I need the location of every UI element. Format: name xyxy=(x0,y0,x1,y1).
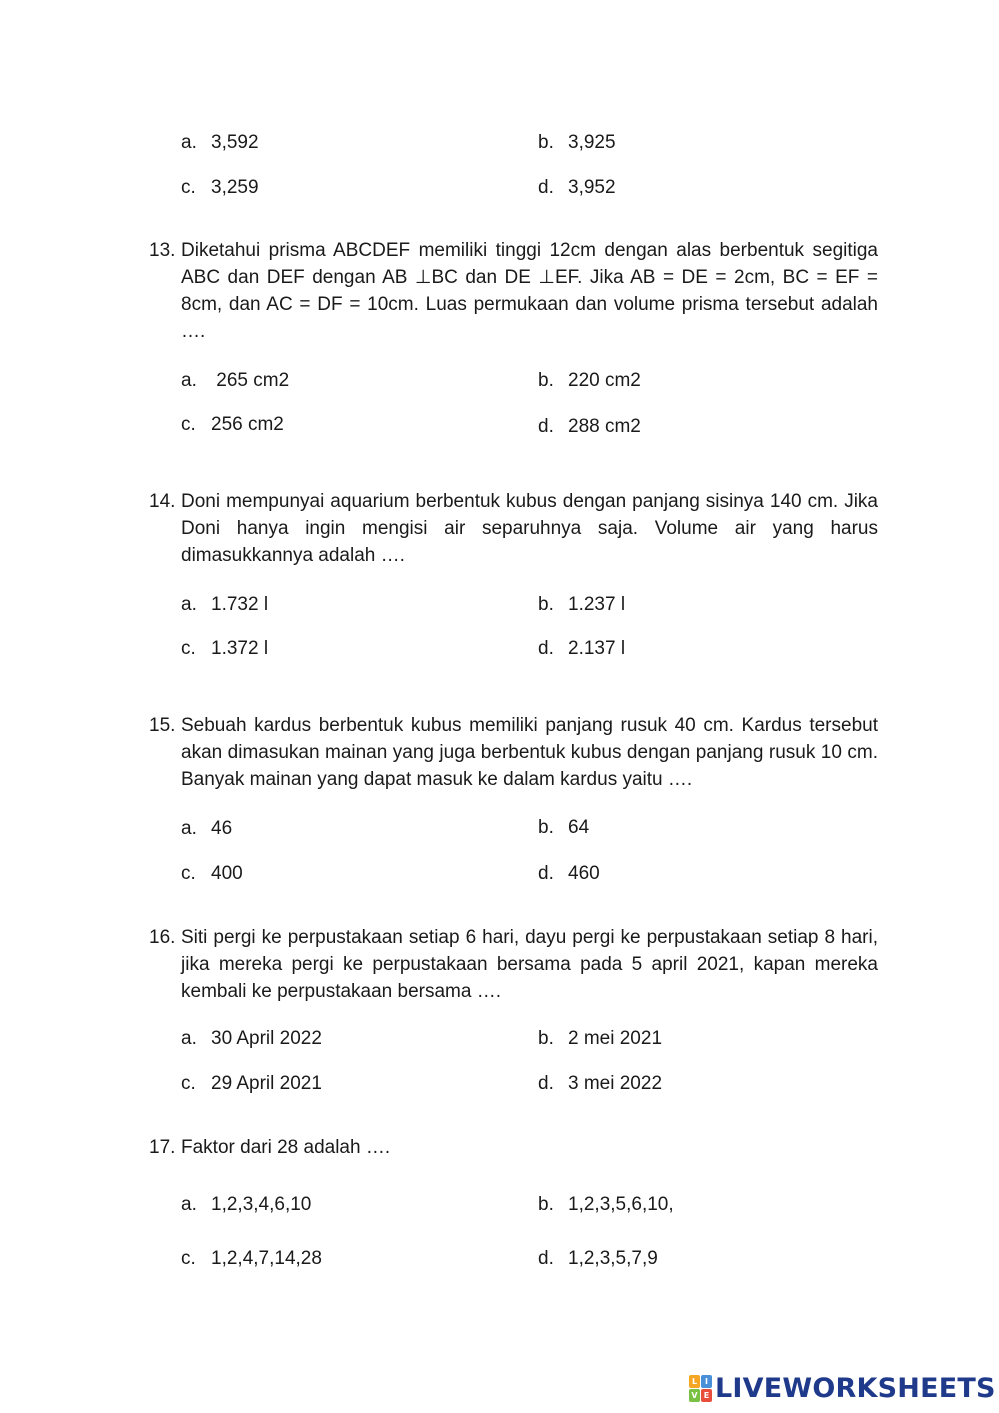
option-13c[interactable]: c. 256 cm2 xyxy=(181,414,284,435)
logo-mark-tile: I xyxy=(701,1375,712,1388)
question-number: 17. xyxy=(149,1137,176,1158)
option-16c[interactable]: c. 29 April 2021 xyxy=(181,1073,322,1094)
option-12c[interactable]: c. 3,259 xyxy=(181,177,259,198)
option-14a[interactable]: a. 1.732 l xyxy=(181,594,269,615)
option-15a[interactable]: a. 46 xyxy=(181,818,233,839)
option-12d[interactable]: d. 3,952 xyxy=(538,177,616,198)
option-14c[interactable]: c. 1.372 l xyxy=(181,638,269,659)
option-16b[interactable]: b. 2 mei 2021 xyxy=(538,1028,663,1049)
option-13b[interactable]: b. 220 cm2 xyxy=(538,370,641,391)
option-14b[interactable]: b. 1.237 l xyxy=(538,594,626,615)
logo-mark-tile: V xyxy=(689,1389,700,1402)
option-15b[interactable]: b. 64 xyxy=(538,817,590,838)
question-text: Doni mempunyai aquarium berbentuk kubus dengan panjang sisinya 140 cm. Jika Doni hanya ingin mengisi air separuhnya saja. Volume air yang harus dimasukkannya adalah …. xyxy=(181,491,878,566)
question-number: 16. xyxy=(149,927,176,948)
option-17a[interactable]: a. 1,2,3,4,6,10 xyxy=(181,1194,312,1215)
option-13a[interactable]: a. 265 cm2 xyxy=(181,370,290,391)
question-number: 15. xyxy=(149,715,176,736)
question-number: 13. xyxy=(149,240,176,261)
option-15c[interactable]: c. 400 xyxy=(181,863,243,884)
option-17b[interactable]: b. 1,2,3,5,6,10, xyxy=(538,1194,674,1215)
option-14d[interactable]: d. 2.137 l xyxy=(538,638,626,659)
question-text: Sebuah kardus berbentuk kubus memiliki panjang rusuk 40 cm. Kardus tersebut akan dimasukan mainan yang juga berbentuk kubus dengan panjang rusuk 10 cm. Banyak mainan yang dapat masuk ke dalam kardus yaitu …. xyxy=(181,715,878,790)
question-text: Siti pergi ke perpustakaan setiap 6 hari, dayu pergi ke perpustakaan setiap 8 hari, jika mereka pergi ke perpustakaan bersama pada 5 april 2021, kapan mereka kembali ke perpustakaan bersama …. xyxy=(181,927,878,1002)
logo-mark-tile: E xyxy=(701,1389,712,1402)
option-13d[interactable]: d. 288 cm2 xyxy=(538,416,641,437)
question-number: 14. xyxy=(149,491,176,512)
logo-text: LIVEWORKSHEETS xyxy=(715,1372,996,1404)
option-16a[interactable]: a. 30 April 2022 xyxy=(181,1028,322,1049)
liveworksheets-logo[interactable] xyxy=(689,1372,996,1404)
option-12b[interactable]: b. 3,925 xyxy=(538,132,616,153)
option-15d[interactable]: d. 460 xyxy=(538,863,600,884)
question-text: Faktor dari 28 adalah …. xyxy=(181,1137,391,1158)
option-17c[interactable]: c. 1,2,4,7,14,28 xyxy=(181,1248,322,1269)
question-text: Diketahui prisma ABCDEF memiliki tinggi 12cm dengan alas berbentuk segitiga ABC dan DEF dengan AB ⊥BC dan DE ⊥EF. Jika AB = DE = 2cm, BC = EF = 8cm, dan AC = DF = 10cm. Luas permukaan dan volume prisma tersebut adalah …. xyxy=(181,240,878,342)
option-17d[interactable]: d. 1,2,3,5,7,9 xyxy=(538,1248,658,1269)
logo-mark-tile: L xyxy=(689,1375,700,1388)
option-16d[interactable]: d. 3 mei 2022 xyxy=(538,1073,663,1094)
option-12a[interactable]: a. 3,592 xyxy=(181,132,259,153)
liveworksheets-logo-icon xyxy=(689,1375,711,1401)
